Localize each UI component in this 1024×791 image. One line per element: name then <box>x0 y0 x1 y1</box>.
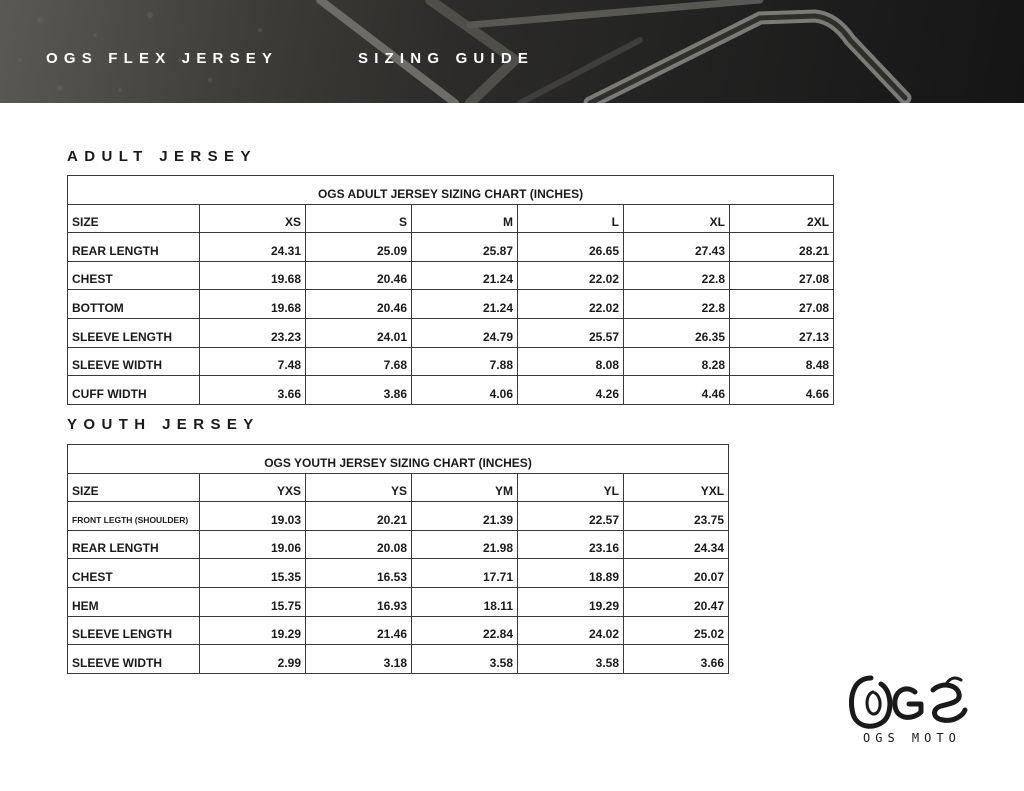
table-cell: 25.09 <box>306 233 412 262</box>
table-cell: 3.58 <box>412 645 518 674</box>
table-cell: 20.21 <box>306 502 412 531</box>
table-cell: 20.46 <box>306 261 412 290</box>
table-cell: 28.21 <box>730 233 834 262</box>
table-cell: 20.46 <box>306 290 412 319</box>
table-row <box>68 645 729 674</box>
table-cell: 19.03 <box>200 502 306 531</box>
table-cell: 27.13 <box>730 318 834 347</box>
row-label: CHEST <box>68 261 200 290</box>
table-cell: 8.28 <box>624 347 730 376</box>
row-label: REAR LENGTH <box>68 530 200 559</box>
table-cell: 4.26 <box>518 376 624 405</box>
column-header: XL <box>624 204 730 233</box>
column-header: YXS <box>200 473 306 502</box>
table-cell: 25.57 <box>518 318 624 347</box>
table-header-row <box>68 204 834 233</box>
table-title: OGS YOUTH JERSEY SIZING CHART (INCHES) <box>68 445 729 474</box>
adult-sizing-table <box>67 175 834 405</box>
table-cell: 22.57 <box>518 502 624 531</box>
table-cell: 22.8 <box>624 290 730 319</box>
table-cell: 25.02 <box>624 616 729 645</box>
table-row <box>68 376 834 405</box>
header-banner <box>0 0 1024 103</box>
table-cell: 7.88 <box>412 347 518 376</box>
table-cell: 26.65 <box>518 233 624 262</box>
table-cell: 3.58 <box>518 645 624 674</box>
table-cell: 20.07 <box>624 559 729 588</box>
row-label: HEM <box>68 587 200 616</box>
table-cell: 26.35 <box>624 318 730 347</box>
table-cell: 27.43 <box>624 233 730 262</box>
table-cell: 21.98 <box>412 530 518 559</box>
table-cell: 24.02 <box>518 616 624 645</box>
row-label: SLEEVE WIDTH <box>68 347 200 376</box>
table-cell: 4.66 <box>730 376 834 405</box>
table-title-row <box>68 445 729 474</box>
table-cell: 18.11 <box>412 587 518 616</box>
table-cell: 19.68 <box>200 290 306 319</box>
row-label: CHEST <box>68 559 200 588</box>
table-cell: 23.75 <box>624 502 729 531</box>
row-label: SLEEVE LENGTH <box>68 616 200 645</box>
table-cell: 3.66 <box>624 645 729 674</box>
table-cell: 22.02 <box>518 290 624 319</box>
column-header: XS <box>200 204 306 233</box>
table-cell: 21.24 <box>412 290 518 319</box>
table-row <box>68 290 834 319</box>
table-cell: 22.02 <box>518 261 624 290</box>
table-row <box>68 261 834 290</box>
table-cell: 21.39 <box>412 502 518 531</box>
table-cell: 4.06 <box>412 376 518 405</box>
table-cell: 7.68 <box>306 347 412 376</box>
banner-title-flex-jersey: OGS FLEX JERSEY <box>46 50 279 67</box>
youth-jersey-heading: YOUTH JERSEY <box>67 416 260 433</box>
table-cell: 20.47 <box>624 587 729 616</box>
table-cell: 16.93 <box>306 587 412 616</box>
table-cell: 22.8 <box>624 261 730 290</box>
table-cell: 19.29 <box>518 587 624 616</box>
table-cell: 16.53 <box>306 559 412 588</box>
table-cell: 7.48 <box>200 347 306 376</box>
table-cell: 15.35 <box>200 559 306 588</box>
table-cell: 8.08 <box>518 347 624 376</box>
column-header: SIZE <box>68 204 200 233</box>
table-cell: 3.86 <box>306 376 412 405</box>
row-label: FRONT LEGTH (SHOULDER) <box>68 502 200 531</box>
banner-title-sizing-guide: SIZING GUIDE <box>358 50 535 67</box>
column-header: L <box>518 204 624 233</box>
table-cell: 23.16 <box>518 530 624 559</box>
column-header: M <box>412 204 518 233</box>
table-cell: 25.87 <box>412 233 518 262</box>
table-cell: 24.79 <box>412 318 518 347</box>
table-cell: 15.75 <box>200 587 306 616</box>
table-cell: 19.68 <box>200 261 306 290</box>
row-label: BOTTOM <box>68 290 200 319</box>
table-cell: 3.18 <box>306 645 412 674</box>
table-cell: 4.46 <box>624 376 730 405</box>
column-header: YS <box>306 473 412 502</box>
table-row <box>68 559 729 588</box>
row-label: REAR LENGTH <box>68 233 200 262</box>
row-label: CUFF WIDTH <box>68 376 200 405</box>
table-cell: 20.08 <box>306 530 412 559</box>
youth-sizing-table <box>67 444 729 674</box>
table-cell: 24.01 <box>306 318 412 347</box>
table-cell: 2.99 <box>200 645 306 674</box>
table-cell: 23.23 <box>200 318 306 347</box>
table-cell: 19.06 <box>200 530 306 559</box>
table-title: OGS ADULT JERSEY SIZING CHART (INCHES) <box>68 176 834 205</box>
table-row <box>68 502 729 531</box>
row-label: SLEEVE LENGTH <box>68 318 200 347</box>
table-row <box>68 347 834 376</box>
table-cell: 19.29 <box>200 616 306 645</box>
table-cell: 27.08 <box>730 290 834 319</box>
table-row <box>68 233 834 262</box>
table-cell: 24.34 <box>624 530 729 559</box>
table-cell: 8.48 <box>730 347 834 376</box>
table-cell: 24.31 <box>200 233 306 262</box>
column-header: YM <box>412 473 518 502</box>
table-cell: 17.71 <box>412 559 518 588</box>
column-header: SIZE <box>68 473 200 502</box>
table-cell: 21.46 <box>306 616 412 645</box>
column-header: YL <box>518 473 624 502</box>
table-cell: 18.89 <box>518 559 624 588</box>
table-cell: 3.66 <box>200 376 306 405</box>
table-row <box>68 318 834 347</box>
table-header-row <box>68 473 729 502</box>
column-header: 2XL <box>730 204 834 233</box>
column-header: YXL <box>624 473 729 502</box>
adult-jersey-heading: ADULT JERSEY <box>67 148 257 165</box>
table-cell: 22.84 <box>412 616 518 645</box>
ogs-moto-logo-text: OGS MOTO <box>863 731 961 745</box>
table-row <box>68 587 729 616</box>
row-label: SLEEVE WIDTH <box>68 645 200 674</box>
table-title-row <box>68 176 834 205</box>
column-header: S <box>306 204 412 233</box>
table-cell: 27.08 <box>730 261 834 290</box>
table-cell: 21.24 <box>412 261 518 290</box>
table-row <box>68 616 729 645</box>
table-row <box>68 530 729 559</box>
